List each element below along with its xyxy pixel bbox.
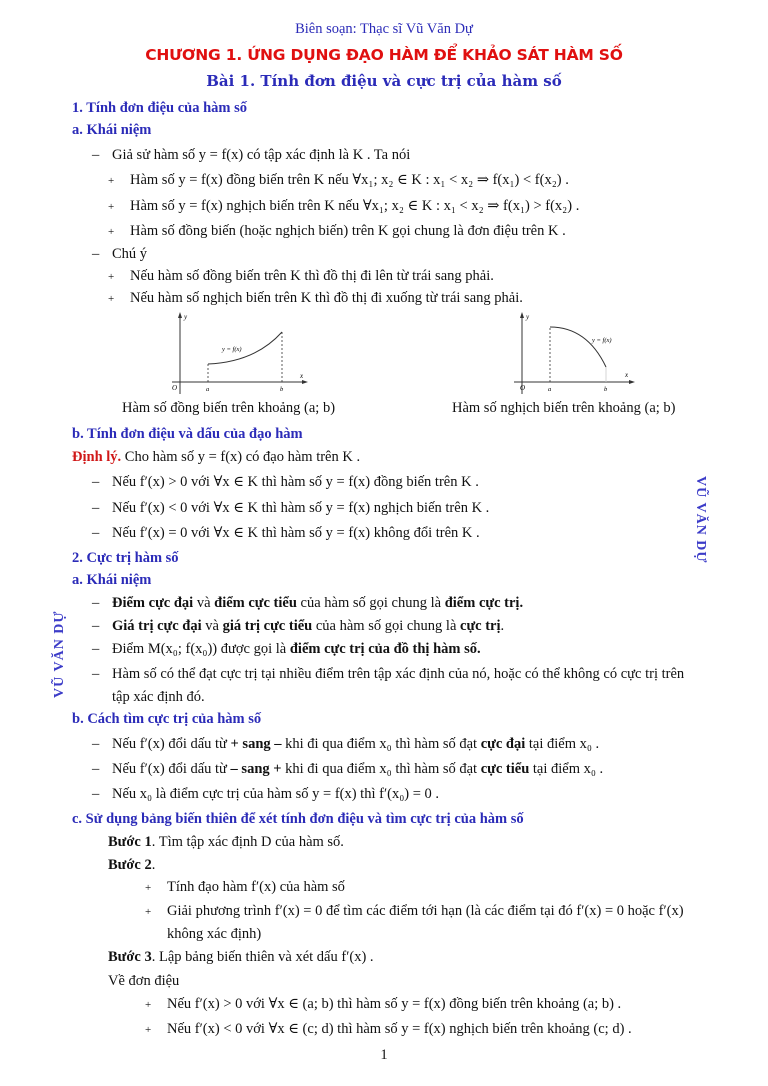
bold-term: điểm cực tiểu: [214, 595, 297, 611]
list-item: [92, 595, 523, 612]
watermark-left: VŨ VĂN DỰ: [52, 610, 67, 698]
list-item: [92, 246, 147, 263]
plus-bullet: +: [108, 175, 115, 187]
item-continuation: tập xác định đó.: [112, 689, 205, 705]
bold-term: Điểm cực đại: [112, 595, 194, 611]
theorem-label: Định lý.: [72, 449, 122, 465]
item-text: Hàm số y = f(x) đồng biến trên K nếu ∀x₁; x₂ ∈ K : x₁ < x₂ ⇒ f(x₁) < f(x₂) .: [130, 172, 569, 188]
dash-bullet: –: [92, 525, 100, 541]
item-text: Nếu f′(x) đổi dấu từ: [112, 736, 231, 752]
list-item: [92, 736, 599, 753]
list-item: [92, 500, 489, 517]
curve-label: y = f(x): [222, 346, 242, 353]
dash-bullet: –: [92, 736, 100, 752]
step-label: Bước 2: [108, 857, 152, 873]
item-text: Giải phương trình f′(x) = 0 để tìm các điểm tới hạn (là các điểm tại đó f′(x) = 0 hoặc f′(x): [167, 903, 684, 919]
section-2a-title: a. Khái niệm: [72, 572, 152, 588]
section-1b-title: b. Tính đơn điệu và dấu của đạo hàm: [72, 426, 303, 442]
list-item: [92, 525, 480, 542]
section-1-title: 1. Tính đơn điệu của hàm số: [72, 100, 247, 116]
bold-term: cực đại: [480, 736, 526, 752]
list-item: [92, 474, 479, 491]
item-text: và: [193, 595, 215, 611]
dash-bullet: –: [92, 641, 100, 657]
theorem-line: [72, 449, 360, 466]
item-text: Giả sử hàm số y = f(x) có tập xác định là K . Ta nói: [112, 147, 411, 163]
list-item: [108, 290, 523, 307]
item-text: Điểm M(x₀; f(x₀)) được gọi là: [112, 641, 290, 657]
decreasing-graph: [512, 310, 637, 395]
section-2c-title: c. Sử dụng bảng biến thiên để xét tính đơn điệu và tìm cực trị của hàm số: [72, 811, 524, 827]
section-1a-title: a. Khái niệm: [72, 122, 152, 138]
item-text: tại điểm x₀ .: [525, 736, 600, 752]
list-item: [92, 761, 603, 778]
item-text: Chú ý: [112, 246, 148, 262]
figure-caption-decreasing: Hàm số nghịch biến trên khoảng (a; b): [452, 400, 676, 416]
origin-label: O: [520, 384, 526, 392]
list-item: [108, 198, 579, 215]
item-text: Nếu f′(x) > 0 với ∀x ∈ K thì hàm số y = f(x) đồng biến trên K .: [112, 474, 479, 490]
bold-term: Giá trị cực đại: [112, 618, 202, 634]
dash-bullet: –: [92, 147, 100, 163]
item-text: và: [201, 618, 223, 634]
list-item: [92, 666, 684, 683]
dash-bullet: –: [92, 786, 100, 802]
item-text: Nếu hàm số nghịch biến trên K thì đồ thị đi xuống từ trái sang phải.: [130, 290, 523, 306]
step-3: [108, 949, 374, 966]
step-2: [108, 857, 155, 874]
list-item: [92, 641, 481, 658]
item-text: Nếu x₀ là điểm cực trị của hàm số y = f(x) thì f′(x₀) = 0 .: [112, 786, 440, 802]
list-item: [145, 879, 345, 896]
plus-bullet: +: [145, 1024, 152, 1036]
plus-bullet: +: [108, 226, 115, 238]
plus-bullet: +: [108, 271, 115, 283]
item-text: Tính đạo hàm f′(x) của hàm số: [167, 879, 345, 895]
item-text: Hàm số có thể đạt cực trị tại nhiều điểm trên tập xác định của nó, hoặc có thể không có cực trị trên: [112, 666, 685, 682]
list-item: [145, 1021, 632, 1038]
item-text: Nếu hàm số đồng biến trên K thì đồ thị đi lên từ trái sang phải.: [130, 268, 494, 284]
list-item: [92, 618, 504, 635]
dash-bullet: –: [92, 666, 100, 682]
tick-b-label: b: [604, 386, 608, 393]
item-text: Nếu f′(x) đổi dấu từ: [112, 761, 231, 777]
item-text: Nếu f′(x) = 0 với ∀x ∈ K thì hàm số y = f(x) không đổi trên K .: [112, 525, 480, 541]
item-text: tại điểm x₀ .: [529, 761, 604, 777]
figure-increasing: [170, 310, 310, 395]
item-text: Hàm số đồng biến (hoặc nghịch biến) trên K gọi chung là đơn điệu trên K .: [130, 223, 566, 239]
dash-bullet: –: [92, 246, 100, 262]
plus-bullet: +: [145, 882, 152, 894]
curve-label: y = f(x): [592, 337, 612, 344]
monotone-title: Về đơn điệu: [108, 973, 180, 989]
list-item: [92, 147, 410, 164]
step-label: Bước 3: [108, 949, 152, 965]
figure-caption-increasing: Hàm số đồng biến trên khoảng (a; b): [122, 400, 336, 416]
figure-decreasing: [512, 310, 637, 395]
tick-a-label: a: [206, 386, 210, 393]
list-item: [92, 786, 439, 803]
list-item: [145, 996, 621, 1013]
item-text: Nếu f′(x) < 0 với ∀x ∈ (c; d) thì hàm số y = f(x) nghịch biến trên khoảng (c; d) .: [167, 1021, 632, 1037]
lesson-title: Bài 1. Tính đơn điệu và cực trị của hàm số: [206, 72, 562, 90]
section-2b-title: b. Cách tìm cực trị của hàm số: [72, 711, 262, 727]
list-item: [145, 903, 684, 920]
item-text: .: [500, 618, 505, 634]
theorem-text: Cho hàm số y = f(x) có đạo hàm trên K .: [121, 449, 361, 465]
plus-bullet: +: [145, 906, 152, 918]
step-text: . Lập bảng biến thiên và xét dấu f′(x) .: [151, 949, 374, 965]
step-1: [108, 834, 344, 851]
page-number: 1: [380, 1047, 388, 1063]
bold-term: cực tiểu: [480, 761, 530, 777]
watermark-right: VŨ VĂN DỰ: [693, 476, 708, 564]
item-continuation: không xác định): [167, 926, 262, 942]
origin-label: O: [172, 384, 178, 392]
step-text: .: [151, 857, 156, 873]
dash-bullet: –: [92, 500, 100, 516]
dash-bullet: –: [92, 761, 100, 777]
dash-bullet: –: [92, 595, 100, 611]
bold-term: + sang –: [230, 736, 282, 752]
dash-bullet: –: [92, 474, 100, 490]
bold-term: điểm cực trị.: [444, 595, 524, 611]
plus-bullet: +: [108, 201, 115, 213]
chapter-title: CHƯƠNG 1. ỨNG DỤNG ĐẠO HÀM ĐỂ KHẢO SÁT HÀM SỐ: [145, 46, 623, 64]
axis-y-label: y: [184, 313, 188, 321]
item-text: của hàm số gọi chung là: [296, 595, 445, 611]
section-2-title: 2. Cực trị hàm số: [72, 550, 179, 566]
item-text: khi đi qua điểm x₀ thì hàm số đạt: [281, 736, 481, 752]
bold-term: giá trị cực tiểu: [222, 618, 313, 634]
tick-b-label: b: [280, 386, 284, 393]
list-item: [108, 268, 494, 285]
bold-term: – sang +: [230, 761, 282, 777]
item-text: của hàm số gọi chung là: [312, 618, 461, 634]
list-item: [108, 172, 569, 189]
bold-term: cực trị: [460, 618, 501, 634]
axis-y-label: y: [526, 313, 530, 321]
item-text: khi đi qua điểm x₀ thì hàm số đạt: [281, 761, 481, 777]
bold-term: điểm cực trị của đồ thị hàm số.: [289, 641, 481, 657]
tick-a-label: a: [548, 386, 552, 393]
author-line: Biên soạn: Thạc sĩ Vũ Văn Dự: [295, 21, 473, 37]
axis-x-label: x: [625, 371, 629, 379]
item-text: Nếu f′(x) > 0 với ∀x ∈ (a; b) thì hàm số y = f(x) đồng biến trên khoảng (a; b) .: [167, 996, 622, 1012]
axis-x-label: x: [300, 372, 304, 380]
step-label: Bước 1: [108, 834, 152, 850]
item-text: Hàm số y = f(x) nghịch biến trên K nếu ∀x₁; x₂ ∈ K : x₁ < x₂ ⇒ f(x₁) > f(x₂) .: [130, 198, 580, 214]
dash-bullet: –: [92, 618, 100, 634]
increasing-graph: [170, 310, 310, 395]
list-item: [108, 223, 566, 240]
step-text: . Tìm tập xác định D của hàm số.: [151, 834, 344, 850]
plus-bullet: +: [145, 999, 152, 1011]
plus-bullet: +: [108, 293, 115, 305]
item-text: Nếu f′(x) < 0 với ∀x ∈ K thì hàm số y = f(x) nghịch biến trên K .: [112, 500, 490, 516]
